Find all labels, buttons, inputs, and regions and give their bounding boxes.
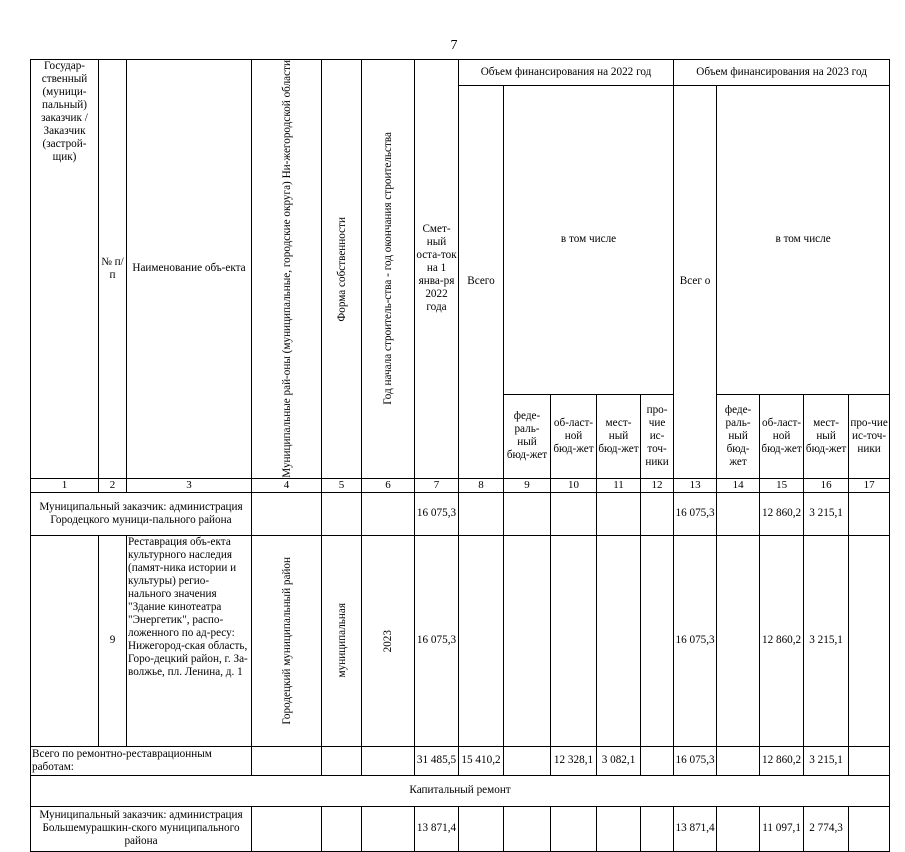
- cell-c15: 12 860,2: [760, 746, 804, 775]
- municipal-customer-label: Муниципальный заказчик: администрация Большемурашкин-ского муниципального района: [31, 806, 252, 851]
- header-years: Год начала строитель-ства - год окончания строительства: [362, 60, 415, 479]
- cell-c16: 3 215,1: [804, 535, 849, 746]
- col-num: 14: [717, 478, 760, 492]
- header-obl-2022: об-ласт-ной бюд-жет: [551, 394, 597, 478]
- cell-c7: 31 485,5: [415, 746, 459, 775]
- col-num: 17: [849, 478, 890, 492]
- table-row: [31, 746, 890, 775]
- col-num: 7: [415, 478, 459, 492]
- col-num: 6: [362, 478, 415, 492]
- col-num: 1: [31, 478, 99, 492]
- cell-c15: 12 860,2: [760, 492, 804, 535]
- municipal-customer-label: Муниципальный заказчик: администрация Городецкого муници-пального района: [31, 492, 252, 535]
- cell-c13: 16 075,3: [674, 535, 717, 746]
- header-total-2023: Всег о: [674, 86, 717, 479]
- cell-c15: 12 860,2: [760, 535, 804, 746]
- cell-c7: 16 075,3: [415, 535, 459, 746]
- object-name: Реставрация объ-екта культурного наследия (памят-ника истории и культуры) регио-нального значения "Здание кинотеатра "Энергетик", распо-ложенного по ад-ресу: Нижегород-ская область, Горо-децкий район, г. За-волжье, пл. Ленина, д. 1: [127, 535, 252, 746]
- col-num: 15: [760, 478, 804, 492]
- col-num: 2: [99, 478, 127, 492]
- table-row: [31, 535, 890, 746]
- col-num: 13: [674, 478, 717, 492]
- cell-c16: 2 774,3: [804, 806, 849, 851]
- header-district: Муниципальные рай-оны (муниципальные, городские округа) Ни-жегородской области: [252, 60, 322, 479]
- table-row: [31, 806, 890, 851]
- header-proch-2023: про-чие ис-точ-ники: [849, 394, 890, 478]
- col-num: 10: [551, 478, 597, 492]
- object-number: 9: [99, 535, 127, 746]
- col-num: 8: [459, 478, 504, 492]
- cell-c13: 16 075,3: [674, 492, 717, 535]
- object-year: 2023: [362, 535, 415, 746]
- header-row-1: [31, 60, 890, 86]
- header-estimate-balance: Смет-ный оста-ток на 1 янва-ря 2022 года: [415, 60, 459, 479]
- col-num: 9: [504, 478, 551, 492]
- header-total-2022: Всего: [459, 86, 504, 479]
- cell-c10: 12 328,1: [551, 746, 597, 775]
- page-number: 7: [450, 38, 458, 53]
- header-object-name: Наименование объ-екта: [127, 60, 252, 479]
- cell-c15: 11 097,1: [760, 806, 804, 851]
- header-incl-2023: в том числе: [717, 86, 890, 395]
- column-numbers-row: [31, 478, 890, 492]
- col-num: 12: [641, 478, 674, 492]
- cell-c7: 13 871,4: [415, 806, 459, 851]
- header-customer: Государ-ственный (муници-пальный) заказчик / Заказчик (застрой-щик): [31, 60, 99, 479]
- header-fed-2023: феде-раль-ный бюд-жет: [717, 394, 760, 478]
- object-ownership: муниципальная: [322, 535, 362, 746]
- col-num: 3: [127, 478, 252, 492]
- header-incl-2022: в том числе: [504, 86, 674, 395]
- col-num: 4: [252, 478, 322, 492]
- header-number: № п/п: [99, 60, 127, 479]
- section-title: Капитальный ремонт: [31, 775, 890, 806]
- cell-c11: 3 082,1: [597, 746, 641, 775]
- cell-c13: 16 075,3: [674, 746, 717, 775]
- total-label: Всего по ремонтно-реставрационным работам:: [31, 746, 252, 775]
- col-num: 5: [322, 478, 362, 492]
- header-ownership: Форма собственности: [322, 60, 362, 479]
- header-fed-2022: феде-раль-ный бюд-жет: [504, 394, 551, 478]
- table-row: [31, 492, 890, 535]
- header-financing-2023: Объем финансирования на 2023 год: [674, 60, 890, 86]
- header-financing-2022: Объем финансирования на 2022 год: [459, 60, 674, 86]
- cell-c16: 3 215,1: [804, 746, 849, 775]
- header-mest-2023: мест-ный бюд-жет: [804, 394, 849, 478]
- header-mest-2022: мест-ный бюд-жет: [597, 394, 641, 478]
- cell-c7: 16 075,3: [415, 492, 459, 535]
- cell-c16: 3 215,1: [804, 492, 849, 535]
- cell-c8: 15 410,2: [459, 746, 504, 775]
- col-num: 11: [597, 478, 641, 492]
- header-obl-2023: об-ласт-ной бюд-жет: [760, 394, 804, 478]
- col-num: 16: [804, 478, 849, 492]
- section-row: [31, 775, 890, 806]
- object-district: Городецкий муниципальный район: [252, 535, 322, 746]
- cell-c13: 13 871,4: [674, 806, 717, 851]
- header-proch-2022: про-чие ис-точ-ники: [641, 394, 674, 478]
- financing-table: [30, 59, 890, 852]
